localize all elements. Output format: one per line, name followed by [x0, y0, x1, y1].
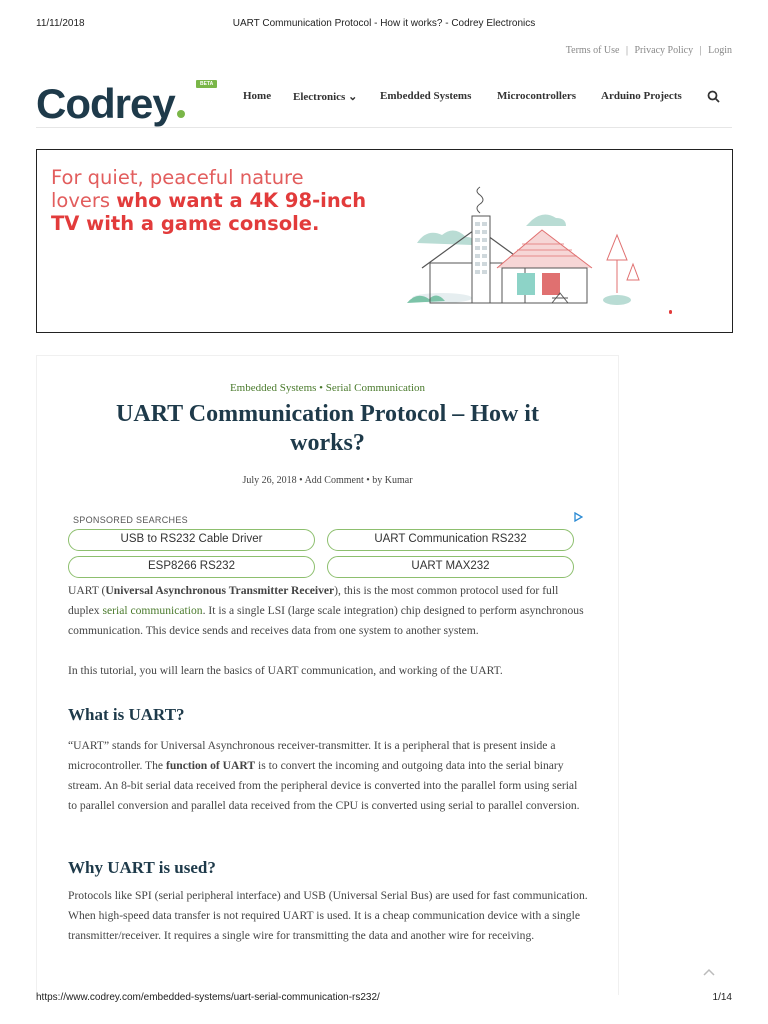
sponsored-label: SPONSORED SEARCHES — [73, 515, 188, 525]
why-uart-paragraph: Protocols like SPI (serial peripheral interface) and USB (Universal Serial Bus) are used for fast communication. When high-speed data transfer is not required UART is used. It is a cheap communication device with a single transmitter/receiver. It requires a single wire for transmitting the data and another wire for receiving. — [68, 889, 588, 942]
article-categories[interactable]: Embedded Systems • Serial Communication — [229, 382, 426, 394]
ad-line-2-light: lovers — [51, 189, 117, 212]
ad-line-3: TV with a game console. — [51, 212, 320, 235]
page-number: 1/14 — [712, 992, 732, 1003]
heading-what-is-uart: What is UART? — [68, 705, 185, 724]
site-logo[interactable] — [36, 80, 214, 128]
nav-home[interactable]: Home — [243, 90, 272, 102]
heading-why-uart: Why UART is used? — [68, 858, 216, 877]
ad-marker — [669, 310, 672, 314]
terms-link[interactable]: Terms of Use — [565, 45, 620, 56]
chevron-up-icon[interactable] — [702, 965, 716, 979]
privacy-link[interactable]: Privacy Policy — [634, 45, 694, 56]
house-illustration — [402, 168, 672, 308]
print-url: https://www.codrey.com/embedded-systems/uart-serial-communication-rs232/ — [36, 992, 380, 1003]
nav-embedded-systems[interactable]: Embedded Systems — [380, 90, 472, 102]
ad-line-2 — [51, 189, 366, 212]
article-meta: July 26, 2018 • Add Comment • by Kumar — [242, 475, 413, 486]
nav-microcontrollers[interactable]: Microcontrollers — [497, 90, 577, 102]
main-nav — [243, 90, 732, 106]
tutorial-paragraph: In this tutorial, you will learn the basics of UART communication, and working of the UART. — [68, 664, 503, 677]
search-icon[interactable] — [707, 90, 720, 107]
sponsored-chip[interactable]: USB to RS232 Cable Driver — [68, 529, 315, 551]
nav-arduino-projects[interactable]: Arduino Projects — [601, 90, 682, 102]
serial-communication-link[interactable]: serial communication — [102, 604, 203, 617]
top-links: Terms of Use | Privacy Policy | Login — [565, 45, 732, 56]
article-title: UART Communication Protocol – How it works? — [116, 401, 539, 456]
sponsored-chip[interactable]: ESP8266 RS232 — [68, 556, 315, 578]
print-date: 11/11/2018 — [36, 18, 85, 29]
intro-paragraph: UART (Universal Asynchronous Transmitter Receiver), this is the most common protocol used for full duplex serial communication. It is a single LSI (large scale integration) chip designed to perform asynchronous communication. This device sends and receives data from one system to another system. — [68, 584, 584, 637]
login-link[interactable]: Login — [708, 45, 732, 56]
article-card — [36, 355, 619, 995]
print-title: UART Communication Protocol - How it works? - Codrey Electronics — [232, 18, 536, 29]
what-is-uart-paragraph: “UART” stands for Universal Asynchronous receiver-transmitter. It is a peripheral that is present inside a microcontroller. The function of UART is to convert the incoming and outgoing data into the serial binary stream. An 8-bit serial data received from the peripheral device is converted into the parallel form using serial to parallel conversion and parallel data received from the CPU is converted using serial to parallel conversion. — [68, 739, 580, 812]
ad-line-1: For quiet, peaceful nature — [51, 166, 304, 189]
logo-dot — [177, 110, 185, 118]
logo-text: Codrey — [36, 80, 175, 127]
ad-line-2-bold: who want a 4K 98-inch — [116, 189, 367, 212]
header-divider — [36, 127, 732, 128]
ad-banner[interactable] — [36, 149, 733, 333]
nav-electronics[interactable]: Electronics ⌄ — [293, 91, 358, 103]
sponsored-chip[interactable]: UART Communication RS232 — [327, 529, 574, 551]
beta-badge: BETA — [196, 80, 217, 88]
ad-choices-icon[interactable] — [574, 512, 583, 525]
sponsored-chip[interactable]: UART MAX232 — [327, 556, 574, 578]
